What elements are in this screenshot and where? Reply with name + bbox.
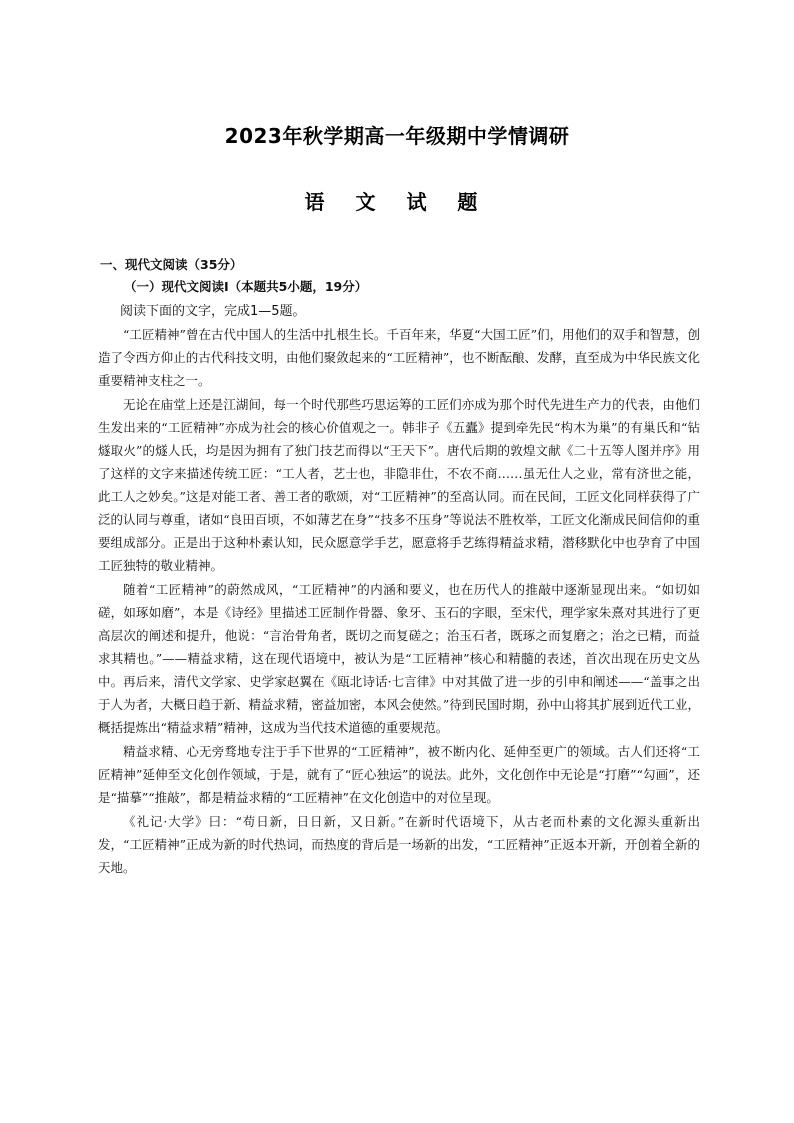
- subsection-heading: （一）现代文阅读Ⅰ（本题共5小题，19分）: [124, 279, 368, 294]
- reading-instruction: 阅读下面的文字，完成1—5题。: [120, 304, 306, 319]
- passage-paragraph: 无论在庙堂上还是江湖间，每一个时代那些巧思运筹的工匠们亦成为那个时代先进生产力的代表，由他们生发出来的“工匠精神”亦成为社会的核心价值观之一。韩非子《五蠹》提到牵先民“构木为巢”的有巢氏和“钻燧取火”的燧人氏，均是因为拥有了独门技艺而得以“王天下”。唐代后期的敦煌文献《二十五等人图并序》用了这样的文字来描述传统工匠：“工人者，艺士也，非隐非仕，不农不商……虽无仕人之业，常有济世之能，此工人之妙矣。”这是对能工者、善工者的歌颂，对“工匠精神”的至高认同。而在民间，工匠文化同样获得了广泛的认同与尊重，诸如“良田百顷，不如薄艺在身”“技多不压身”等说法不胜枚举，工匠文化渐成民间信仰的重要组成部分。正是出于这种朴素认知，民众愿意学手艺，愿意将手艺练得精益求精，潜移默化中也孕育了中国工匠独特的敬业精神。: [98, 397, 700, 573]
- section-heading: 一、现代文阅读（35分）: [100, 257, 243, 272]
- passage-paragraph: 随着“工匠精神”的蔚然成风，“工匠精神”的内涵和要义，也在历代人的推敲中逐渐显现出来。“如切如磋，如琢如磨”，本是《诗经》里描述工匠制作骨器、象牙、玉石的字眼，至宋代，理学家朱熹对其进行了更高层次的阐述和提升，他说：“言治骨角者，既切之而复磋之；治玉石者，既琢之而复磨之；治之已精，而益求其精也。”——精益求精，这在现代语境中，被认为是“工匠精神”核心和精髓的表述，首次出现在历史文丛中。再后来，清代文学家、史学家赵翼在《瓯北诗话·七言律》中对其做了进一步的引申和阐述——“盖事之出于人为者，大概日趋于新、精益求精，密益加密，本风会使然。”待到民国时期，孙中山将其扩展到近代工业，概括提炼出“精益求精”精神，这成为当代技术道德的重要规范。: [98, 582, 700, 735]
- exam-title: 2023年秋学期高一年级期中学情调研: [224, 124, 570, 148]
- passage-paragraph: “工匠精神”曾在古代中国人的生活中扎根生长。千百年来，华夏“大国工匠”们，用他们的双手和智慧，创造了令西方仰止的古代科技文明，由他们聚敛起来的“工匠精神”，也不断酝酿、发酵，直至成为中华民族文化重要精神支柱之一。: [98, 327, 700, 388]
- reading-passage: [98, 323, 700, 880]
- passage-paragraph: 《礼记·大学》曰：“苟日新，日日新，又日新。”在新时代语境下，从古老而朴素的文化源头重新出发，“工匠精神”正成为新的时代热词，而热度的背后是一场新的出发，“工匠精神”正返本开新，开创着全新的天地。: [98, 814, 700, 875]
- subject-title: 语 文 试 题: [304, 190, 490, 214]
- passage-paragraph: 精益求精、心无旁骛地专注于手下世界的“工匠精神”，被不断内化、延伸至更广的领域。古人们还将“工匠精神”延伸至文化创作领域，于是，就有了“匠心独运”的说法。此外，文化创作中无论是“打磨”“勾画”，还是“描摹”“推敲”，都是精益求精的“工匠精神”在文化创造中的对位呈现。: [98, 744, 700, 805]
